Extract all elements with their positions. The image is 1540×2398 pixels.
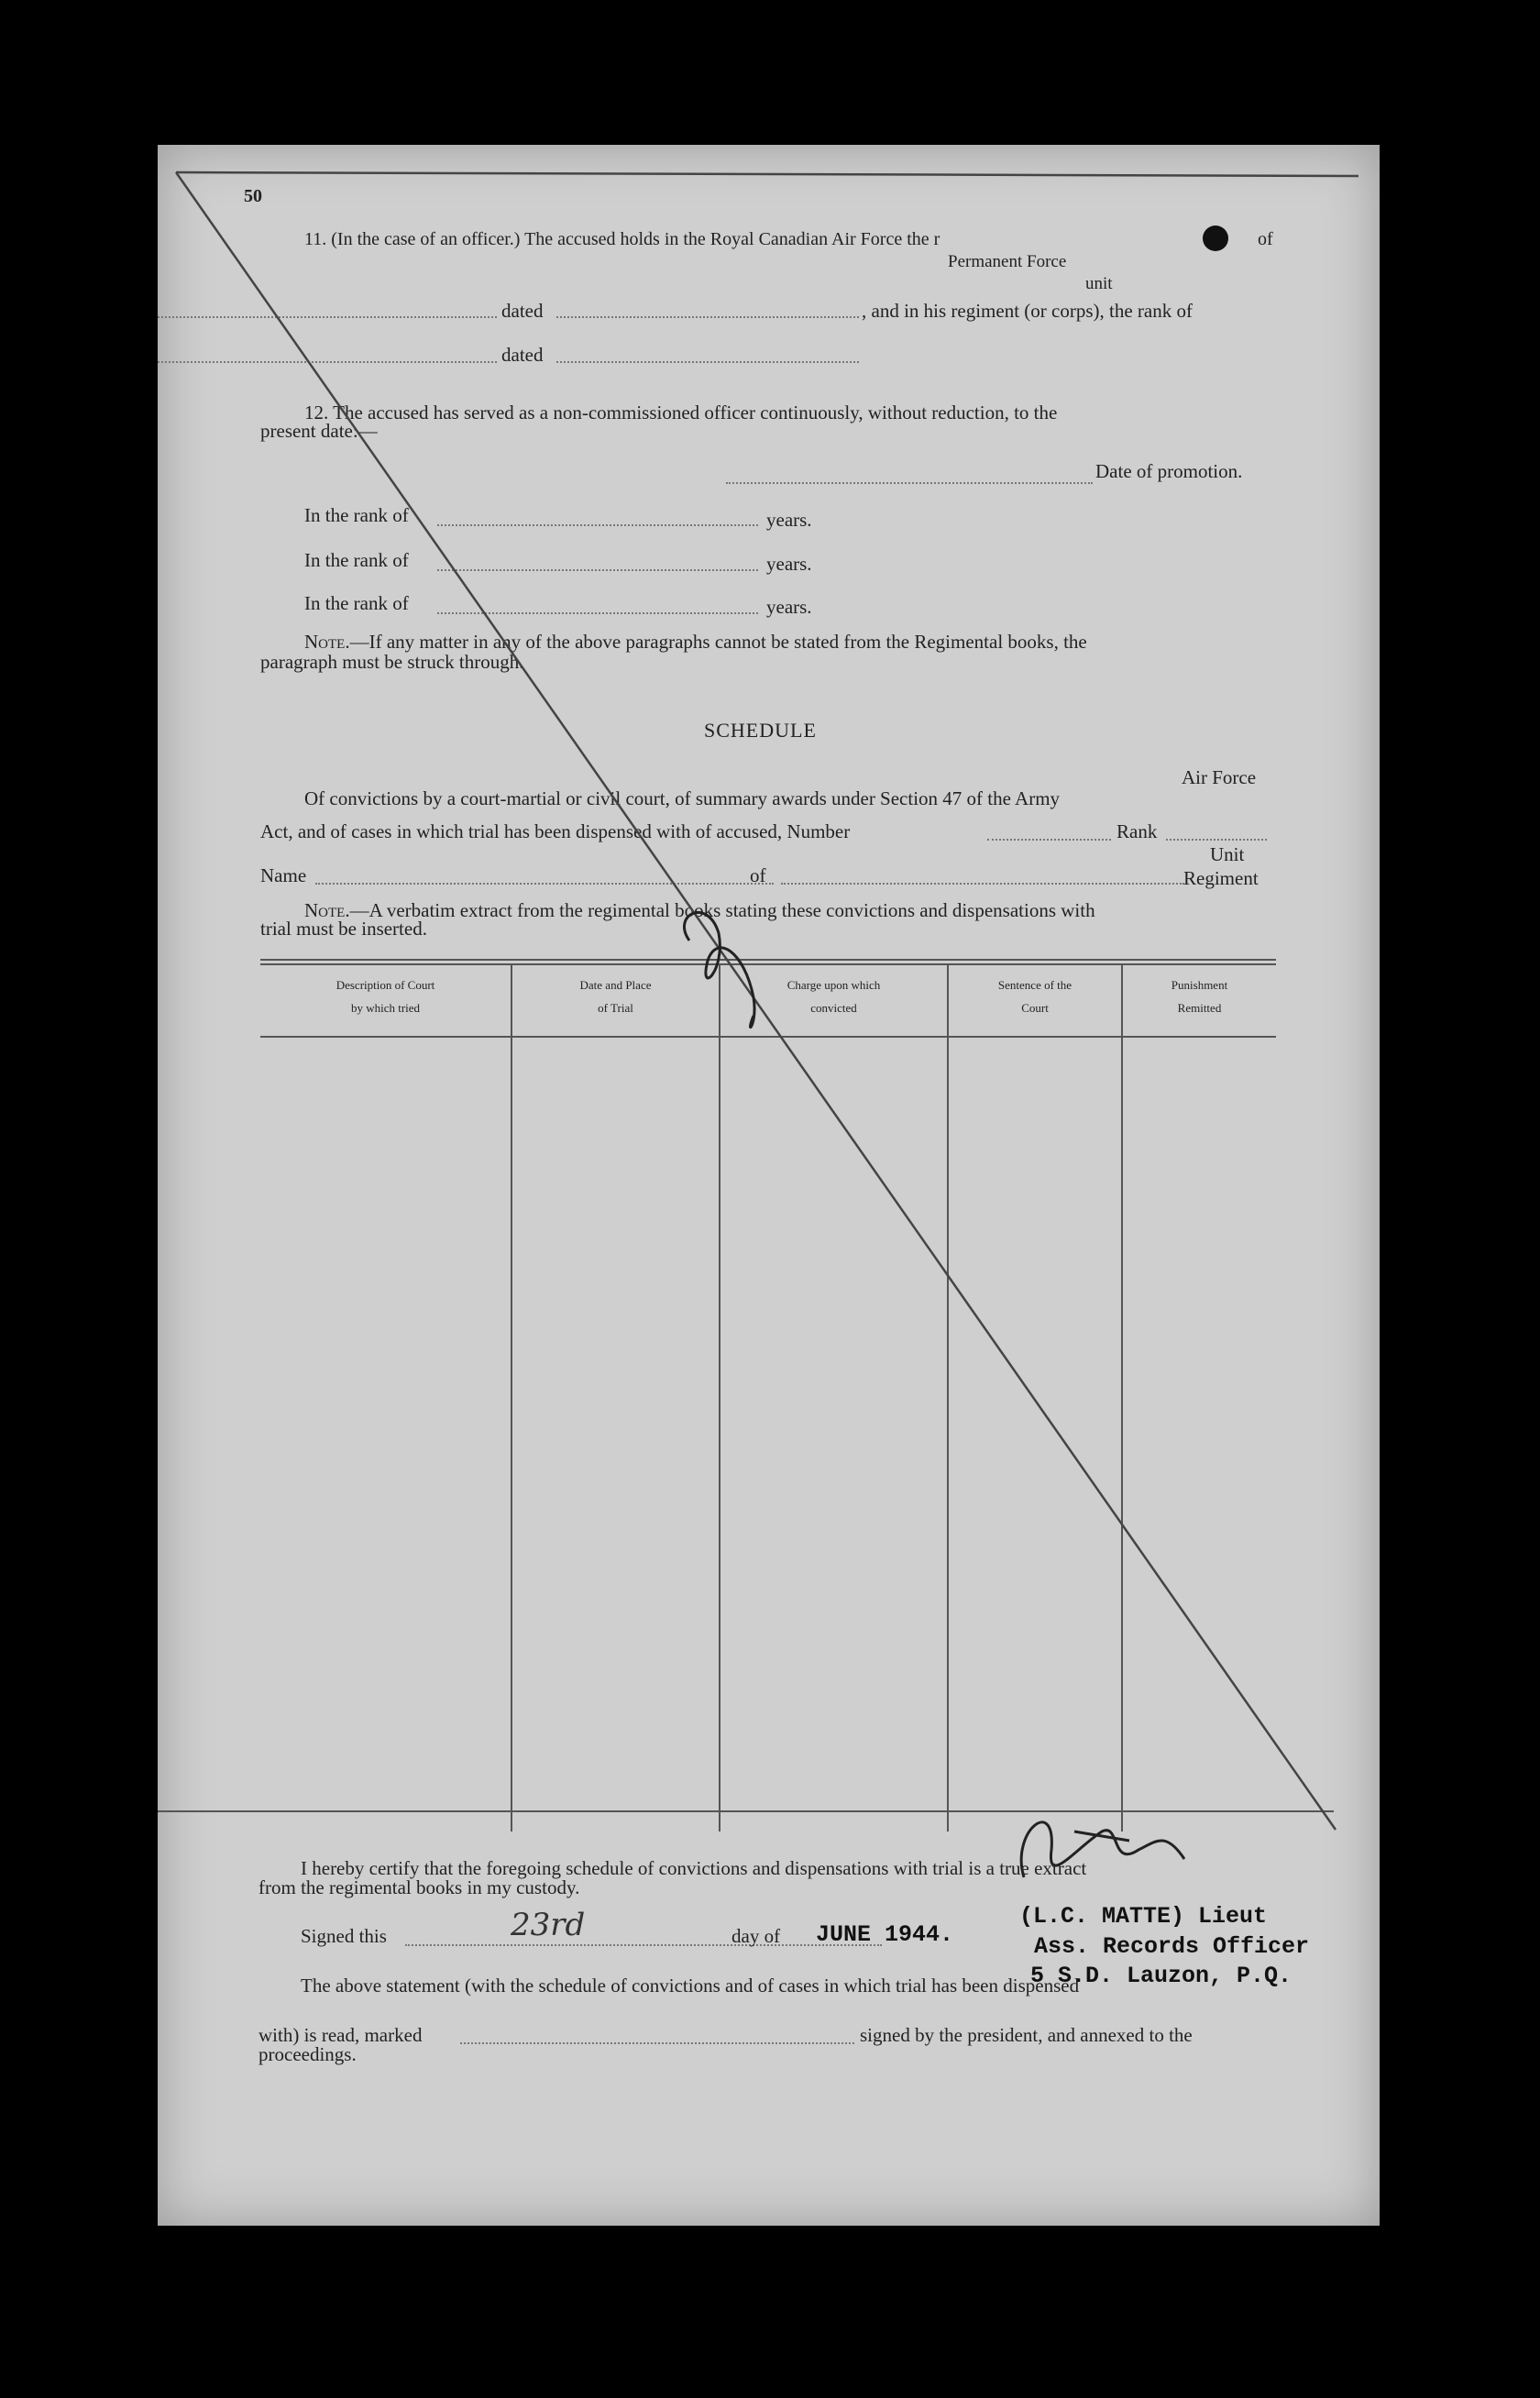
years-label: years. [766,509,812,531]
document-page [158,145,1380,2226]
statement-line2b: signed by the president, and annexed to the [860,2024,1193,2046]
statement-line2a: with) is read, marked [258,2024,423,2046]
permanent-force-label: Permanent Force [948,252,1067,271]
date-of-promotion-label: Date of promotion. [1095,460,1243,482]
years-label: years. [766,596,812,618]
certify-line2: from the regimental books in my custody. [258,1876,580,1898]
schedule-line2: Act, and of cases in which trial has been dispensed with of accused, Number [260,820,851,842]
month-year-typed: JUNE 1944. [816,1921,954,1948]
officer-title-typed: Ass. Records Officer [1034,1933,1310,1960]
note1-text: —If any matter in any of the above paragraphs cannot be stated from the Regimental books, the [349,631,1087,653]
column-header: Date and Place of Trial [579,978,652,1015]
schedule-line1: Of convictions by a court-martial or civil court, of summary awards under Section 47 of the Army [304,787,1061,809]
para12-line1: 12. The accused has served as a non-commissioned officer continuously, without reduction, to the [304,402,1058,424]
signed-day-handwritten: 23rd [511,1907,586,1943]
statement-line3: proceedings. [258,2043,357,2065]
regiment-label: Regiment [1183,867,1259,889]
schedule-title: SCHEDULE [704,719,817,742]
unit-label: unit [1085,274,1113,293]
note2-label: Note. [304,899,350,921]
column-header: Charge upon which convicted [786,978,881,1015]
strike-through-overlay [158,145,1380,2226]
dated-label-1: dated [501,300,544,322]
name-label: Name [260,864,307,886]
rank-label: Rank [1116,820,1158,842]
rank-row-label: In the rank of [304,504,409,526]
note2-text: —A verbatim extract from the regimental books stating these convictions and dispensations with [349,899,1095,921]
officer-signature-mark [1021,1822,1184,1877]
para11-of: of [1258,229,1273,249]
rank-row-label: In the rank of [304,592,409,614]
officer-name-typed: (L.C. MATTE) Lieut [1019,1903,1268,1930]
column-header: Sentence of the Court [997,978,1072,1015]
handwritten-initials-mark [684,912,754,1027]
page-number: 50 [244,186,262,206]
top-strike-line [176,172,1358,176]
rank-row-label: In the rank of [304,549,409,571]
column-header: Punishment Remitted [1171,978,1228,1015]
officer-unit-typed: 5 S.D. Lauzon, P.Q. [1030,1963,1292,1989]
note2-line2: trial must be inserted. [260,918,427,940]
note1-line2: paragraph must be struck through. [260,651,524,673]
signed-this-label: Signed this [301,1925,387,1947]
para11-lead: 11. (In the case of an officer.) The accused holds in the Royal Canadian Air Force the r [304,229,940,249]
column-header: Description of Court by which tried [336,978,435,1015]
unit-label-schedule: Unit [1210,843,1245,865]
air-force-label: Air Force [1182,766,1257,788]
day-of-label: day of [732,1925,781,1947]
years-label: years. [766,553,812,575]
diagonal-strike-line [176,172,1336,1830]
statement-line1: The above statement (with the schedule of convictions and of cases in which trial has been dispensed [301,1974,1080,1996]
dated-label-2: dated [501,344,544,366]
note1-label: Note. [304,631,350,653]
regiment-rank-text: , and in his regiment (or corps), the rank of [862,300,1193,322]
para12-line2: present date:— [260,420,378,442]
of-label: of [750,864,766,886]
certify-line1: I hereby certify that the foregoing schedule of convictions and dispensations with trial is a true extract [301,1857,1087,1879]
